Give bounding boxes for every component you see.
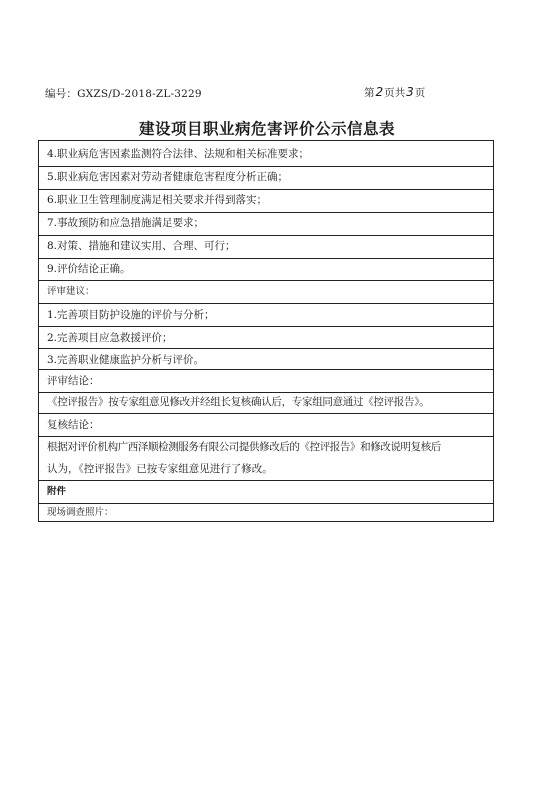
suggestion-item-2: 2.完善项目应急救援评价； [47,332,173,344]
criteria-item-9: 9.评价结论正确。 [47,263,131,275]
divider [39,436,493,437]
page-total: 3 [406,85,414,99]
review-text-line-2: 认为，《控评报告》已按专家组意见进行了修改。 [47,463,273,475]
page-current: 2 [375,85,384,99]
divider [39,348,493,349]
section-divider [39,480,493,481]
conclusion-label: 评审结论： [47,375,100,387]
document-number [45,86,202,101]
divider [39,503,493,504]
divider [39,392,493,393]
divider [39,235,493,236]
site-photo-label: 现场调查照片： [47,507,114,518]
document-number-value: GXZS/D-2018-ZL-3229 [77,88,202,100]
section-divider [39,280,493,281]
divider [39,166,493,167]
page-mid: 页共 [384,87,406,99]
page-prefix: 第 [364,87,375,99]
criteria-item-4: 4.职业病危害因素监测符合法律、法规和相关标准要求； [47,148,310,160]
criteria-item-7: 7.事故预防和应急措施满足要求； [47,217,205,229]
criteria-item-8: 8.对策、措施和建议实用、合理、可行； [47,240,236,252]
page-indicator [364,85,425,100]
attachment-label: 附件 [47,486,67,497]
info-table [38,140,494,522]
suggestion-item-3: 3.完善职业健康监护分析与评价。 [47,354,205,366]
page-suffix: 页 [414,87,426,99]
section-divider [39,369,493,370]
review-label: 复核结论： [47,419,100,431]
divider [39,303,493,304]
divider [39,212,493,213]
suggestion-item-1: 1.完善项目防护设施的评价与分析； [47,309,215,321]
criteria-item-5: 5.职业病危害因素对劳动者健康危害程度分析正确； [47,171,289,183]
divider [39,258,493,259]
criteria-item-6: 6.职业卫生管理制度满足相关要求并得到落实； [47,194,268,206]
conclusion-text: 《控评报告》按专家组意见修改并经组长复核确认后，专家组同意通过《控评报告》。 [47,396,430,408]
divider [39,189,493,190]
review-text-line-1: 根据对评价机构广西泽顺检测服务有限公司提供修改后的《控评报告》和修改说明复核后 [47,441,441,453]
divider [39,326,493,327]
document-number-label: 编号： [45,88,78,100]
page-title: 建设项目职业病危害评价公示信息表 [138,120,395,138]
section-divider [39,413,493,414]
suggestions-label: 评审建议： [47,286,95,297]
